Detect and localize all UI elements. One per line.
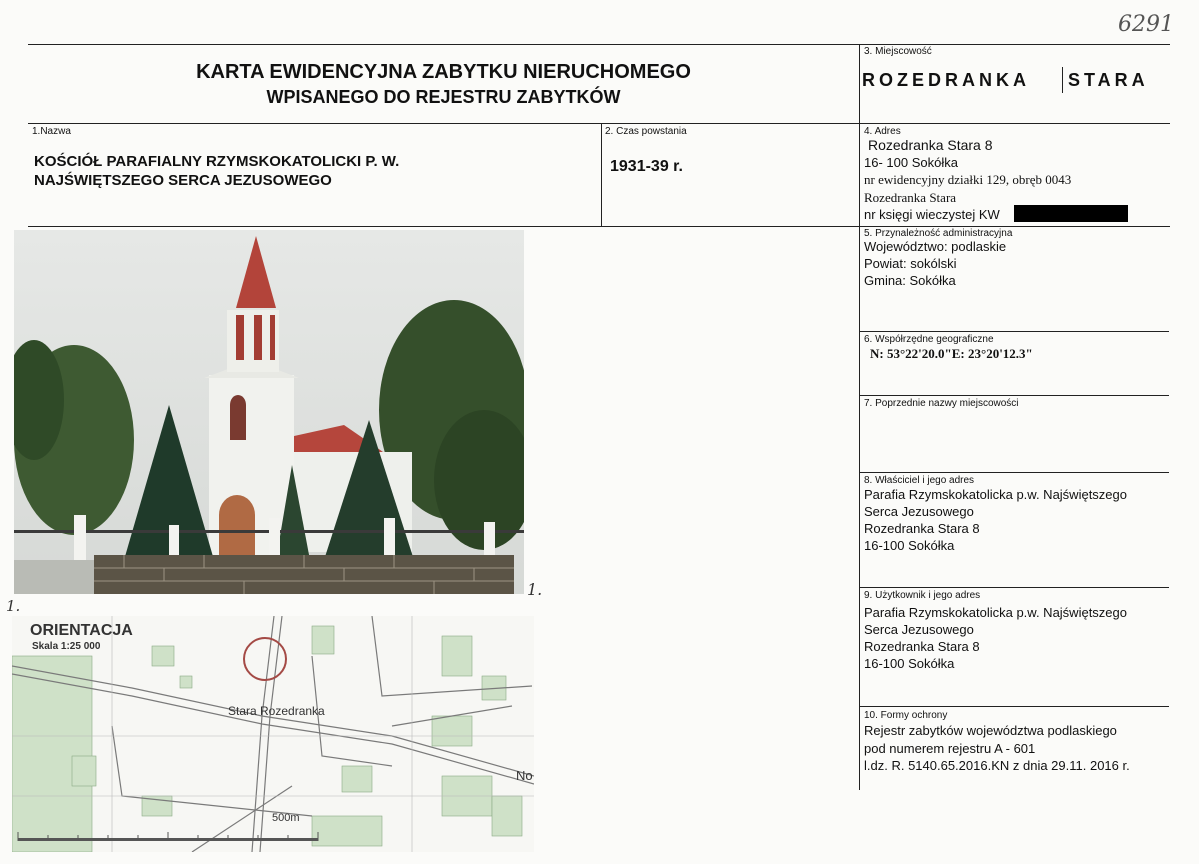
czas-label: 2. Czas powstania <box>605 126 687 137</box>
poprzednie-label: 7. Poprzednie nazwy miejscowości <box>864 398 1019 409</box>
church-photo <box>14 230 524 594</box>
formy-line3: l.dz. R. 5140.65.2016.KN z dnia 29.11. 2016 r. <box>864 758 1130 773</box>
adres-line2: 16- 100 Sokółka <box>864 155 958 170</box>
uzytkownik-line3: Rozedranka Stara 8 <box>864 639 980 654</box>
nazwa-label: 1.Nazwa <box>32 126 71 137</box>
wlasciciel-line4: 16-100 Sokółka <box>864 538 955 553</box>
uzytkownik-line4: 16-100 Sokółka <box>864 656 955 671</box>
redaction-block <box>1014 205 1128 222</box>
card-subtitle: WPISANEGO DO REJESTRU ZABYTKÓW <box>266 87 621 107</box>
przynaleznosc-line1: Województwo: podlaskie <box>864 239 1007 254</box>
przynaleznosc-line2: Powiat: sokólski <box>864 256 957 271</box>
map-place-label: Stara Rozedranka <box>228 704 325 718</box>
formy-line2: pod numerem rejestru A - 601 <box>864 741 1036 756</box>
wlasciciel-line3: Rozedranka Stara 8 <box>864 521 980 536</box>
formy-label: 10. Formy ochrony <box>864 710 948 721</box>
czas-value: 1931-39 r. <box>610 158 683 175</box>
wspolrzedne-value: N: 53°22'20.0"E: 23°20'12.3" <box>870 346 1033 361</box>
miejscowosc-label: 3. Miejscowość <box>864 46 932 57</box>
miejscowosc-value-2: STARA <box>1068 70 1149 90</box>
map-scale: Skala 1:25 000 <box>32 641 101 652</box>
rule-7 <box>859 395 1169 396</box>
adres-line4: Rozedranka Stara <box>864 190 957 205</box>
miejscowosc-value-1: ROZEDRANKA <box>862 70 1030 90</box>
wspolrzedne-label: 6. Współrzędne geograficzne <box>864 334 994 345</box>
adres-line5: nr księgi wieczystej KW <box>864 207 1000 222</box>
czas-column-rule <box>601 123 602 226</box>
formy-line1: Rejestr zabytków województwa podlaskiego <box>864 723 1117 738</box>
nazwa-line1: KOŚCIÓŁ PARAFIALNY RZYMSKOKATOLICKI P. W. <box>34 153 400 170</box>
rule-6 <box>859 331 1169 332</box>
uzytkownik-line2: Serca Jezusowego <box>864 622 974 637</box>
wlasciciel-label: 8. Właściciel i jego adres <box>864 475 975 486</box>
wlasciciel-line2: Serca Jezusowego <box>864 504 974 519</box>
rule-8 <box>859 472 1169 473</box>
right-column-rule <box>859 44 860 790</box>
map-edge-label: No <box>516 768 533 783</box>
adres-line1: Rozedranka Stara 8 <box>868 137 993 153</box>
catalog-number: 6291 <box>1118 12 1174 37</box>
header-bottom-rule <box>28 123 1170 124</box>
rule-9 <box>859 587 1169 588</box>
miejscowosc-divider <box>1062 67 1063 93</box>
uzytkownik-line1: Parafia Rzymskokatolicka p.w. Najświętszego <box>864 605 1127 620</box>
row1-bottom-rule <box>28 226 1170 227</box>
adres-line3: nr ewidencyjny działki 129, obręb 0043 <box>864 172 1072 187</box>
przynaleznosc-label: 5. Przynależność administracyjna <box>864 228 1013 239</box>
photo-mark: 1. <box>527 580 543 599</box>
card-title: KARTA EWIDENCYJNA ZABYTKU NIERUCHOMEGO <box>196 61 691 83</box>
adres-label: 4. Adres <box>864 126 901 137</box>
nazwa-line2: NAJŚWIĘTSZEGO SERCA JEZUSOWEGO <box>34 172 332 189</box>
map-title: ORIENTACJA <box>30 622 133 639</box>
header-top-rule <box>28 44 1170 45</box>
uzytkownik-label: 9. Użytkownik i jego adres <box>864 590 981 601</box>
map-scalebar-label: 500m <box>272 812 300 824</box>
map-mark: 1. <box>6 597 21 615</box>
rule-10 <box>859 706 1169 707</box>
wlasciciel-line1: Parafia Rzymskokatolicka p.w. Najświętszego <box>864 487 1127 502</box>
przynaleznosc-line3: Gmina: Sokółka <box>864 273 956 288</box>
